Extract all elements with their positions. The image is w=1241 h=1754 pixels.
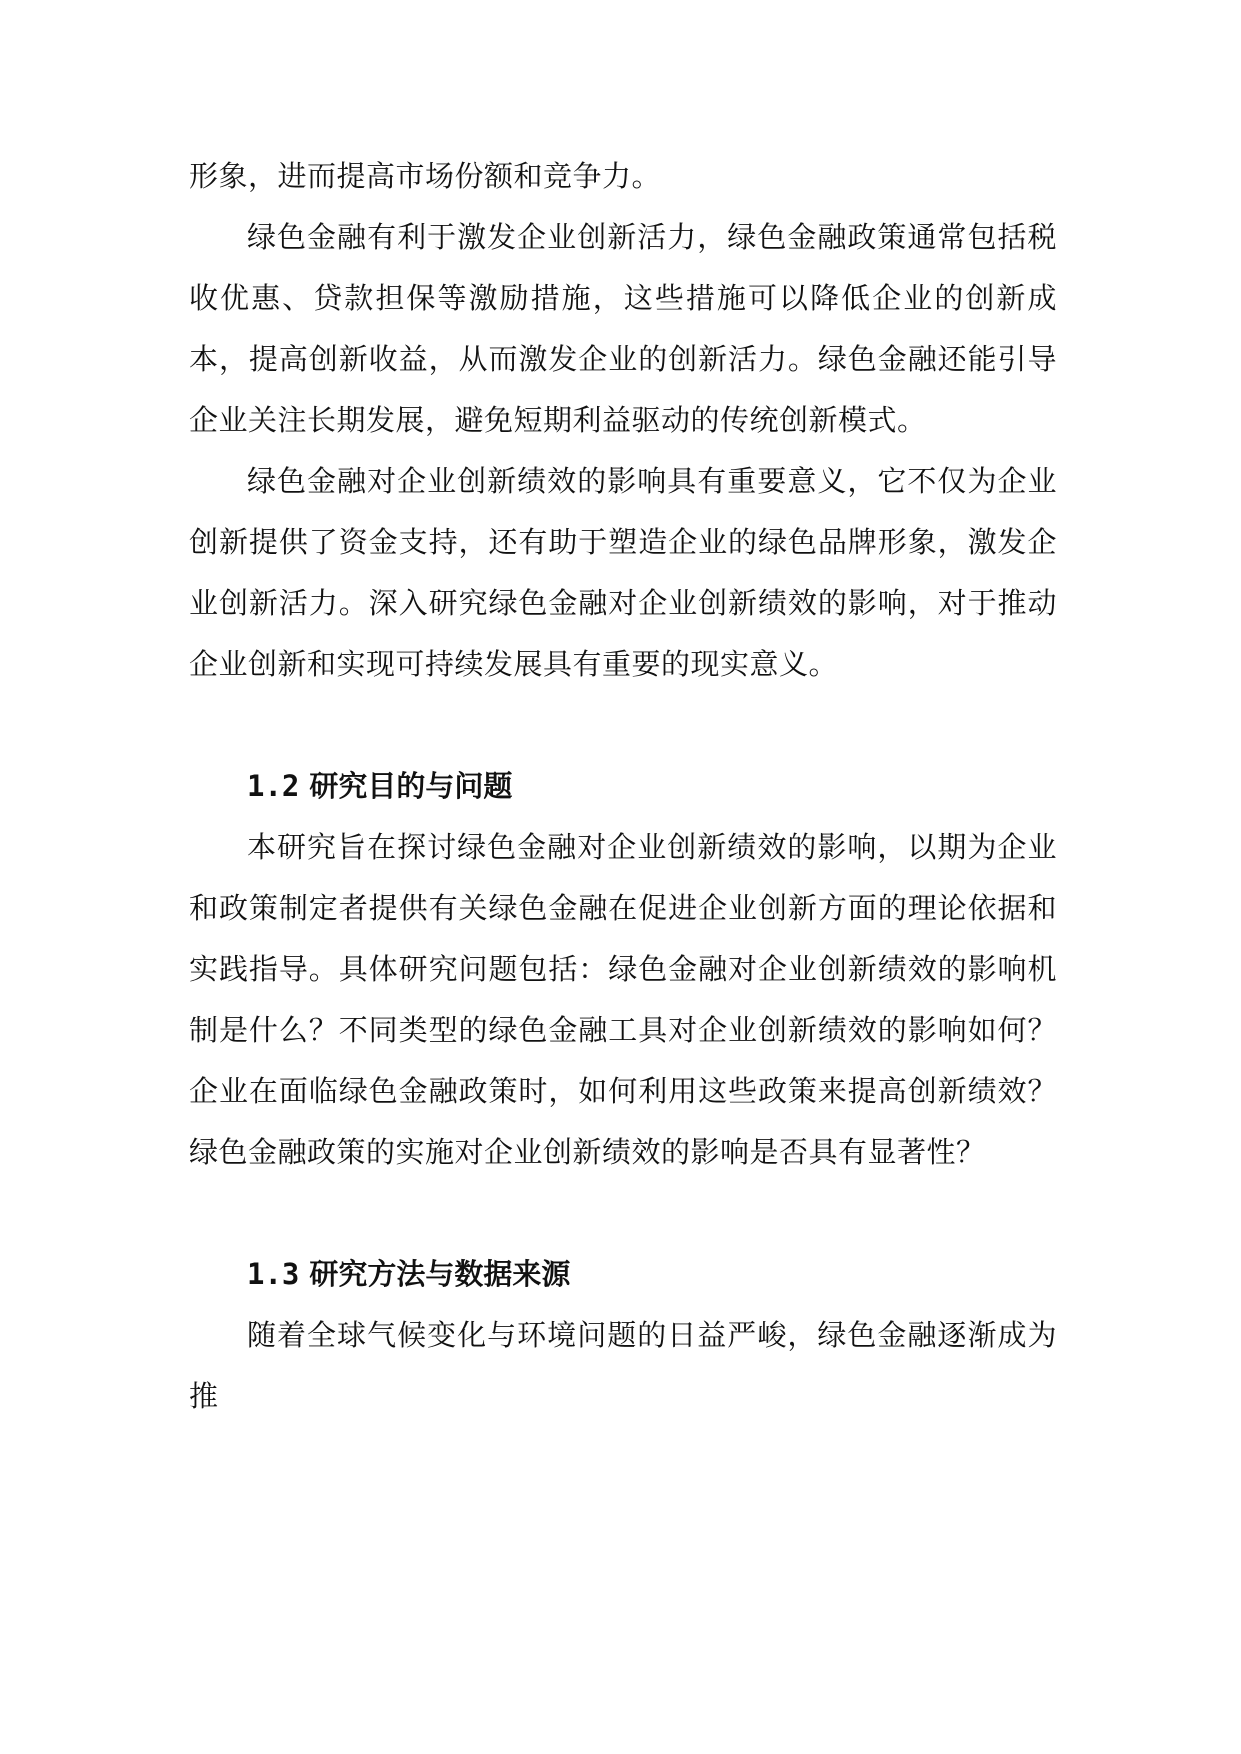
paragraph-innovation-vitality: 绿色金融有利于激发企业创新活力，绿色金融政策通常包括税收优惠、贷款担保等激励措施，这些措施可以降低企业的创新成本，提高创新收益，从而激发企业的创新活力。绿色金融还能引导企业关注长期发展，避免短期利益驱动的传统创新模式。: [189, 220, 1057, 437]
section-spacer: [189, 695, 1057, 756]
paragraph-significance: 绿色金融对企业创新绩效的影响具有重要意义，它不仅为企业创新提供了资金支持，还有助于塑造企业的绿色品牌形象，激发企业创新活力。深入研究绿色金融对企业创新绩效的影响，对于推动企业创新和实现可持续发展具有重要的现实意义。: [189, 464, 1057, 681]
section-spacer: [189, 1183, 1057, 1244]
section-number: 1.2: [247, 769, 300, 803]
section-heading-1-3: [189, 1244, 1057, 1305]
continuation-paragraph: 形象，进而提高市场份额和竞争力。: [189, 159, 662, 193]
paragraph-research-purpose: 本研究旨在探讨绿色金融对企业创新绩效的影响，以期为企业和政策制定者提供有关绿色金融在促进企业创新方面的理论依据和实践指导。具体研究问题包括：绿色金融对企业创新绩效的影响机制是什么？不同类型的绿色金融工具对企业创新绩效的影响如何？企业在面临绿色金融政策时，如何利用这些政策来提高创新绩效？绿色金融政策的实施对企业创新绩效的影响是否具有显著性？: [189, 830, 1057, 1169]
section-title: 研究目的与问题: [309, 769, 513, 803]
document-body: [189, 146, 1057, 1427]
section-heading-1-2: [189, 756, 1057, 817]
section-number: 1.3: [247, 1257, 300, 1291]
section-title: 研究方法与数据来源: [309, 1257, 571, 1291]
paragraph-research-methods: 随着全球气候变化与环境问题的日益严峻，绿色金融逐渐成为推: [189, 1318, 1057, 1413]
